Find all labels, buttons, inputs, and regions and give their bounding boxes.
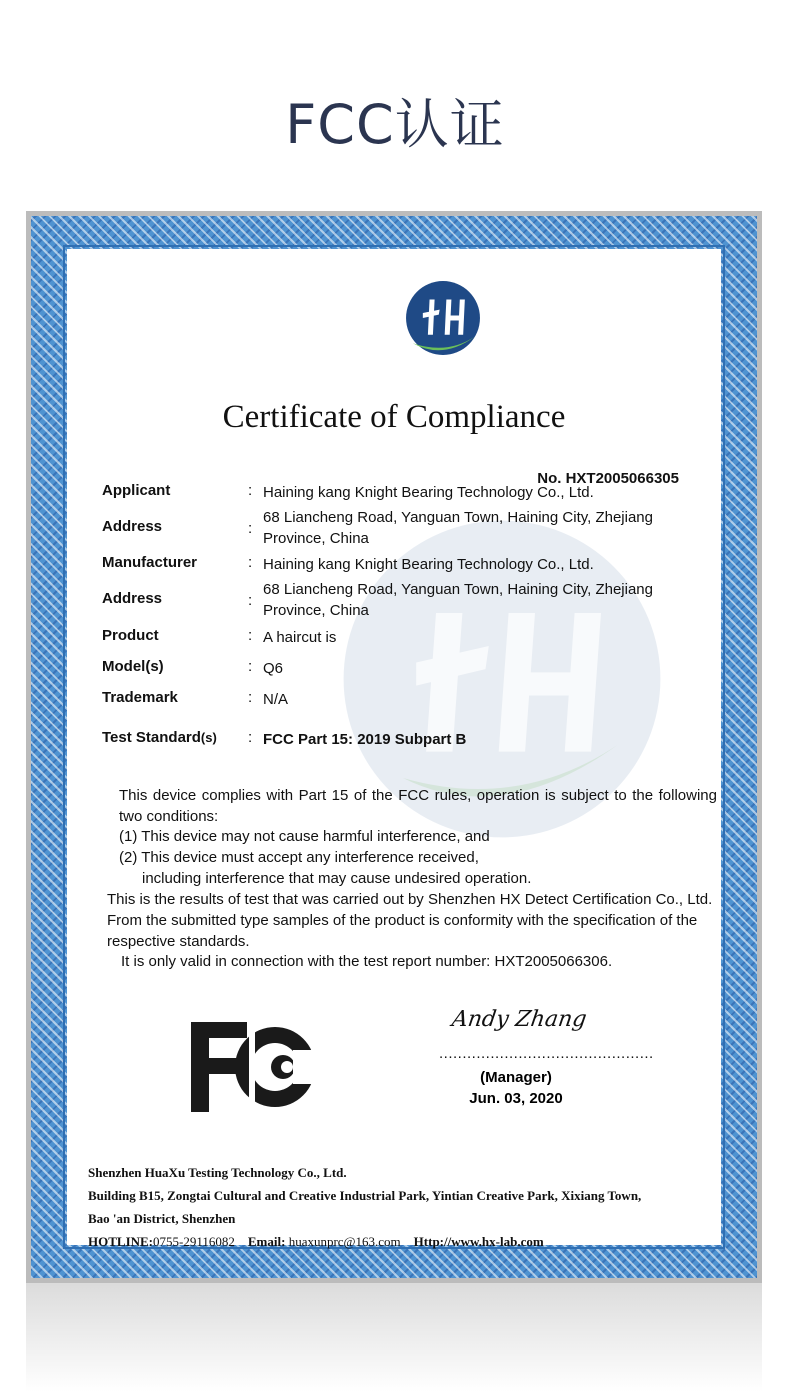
address-label: Address — [102, 590, 163, 607]
website-value: Http://www.hx-lab.com — [413, 1234, 544, 1249]
footer-address-line1: Building B15, Zongtai Cultural and Creative Industrial Park, Yintian Creative Park, Xixiang Town, — [88, 1188, 642, 1203]
applicant-label: Applicant — [102, 482, 171, 499]
product-colon: : — [248, 627, 253, 644]
signer-role: (Manager) — [480, 1069, 552, 1086]
condition-2: (2) This device must accept any interference received, — [119, 849, 479, 866]
hx-logo-icon — [401, 276, 485, 360]
hotline-value: 0755-29116082 — [153, 1234, 235, 1249]
certificate-body — [67, 249, 721, 1249]
email-label: Email: — [247, 1234, 286, 1249]
issue-date: Jun. 03, 2020 — [469, 1090, 563, 1107]
page-shadow — [26, 1275, 762, 1392]
certificate-title: Certificate of Compliance — [222, 399, 566, 435]
address-colon: : — [248, 592, 253, 609]
test-standard-colon: : — [248, 729, 253, 746]
condition-2-continued: including interference that may cause undesired operation. — [142, 870, 532, 887]
address-colon: : — [248, 520, 253, 537]
manufacturer-label: Manufacturer — [102, 554, 198, 571]
condition-1: (1) This device may not cause harmful interference, and — [119, 828, 490, 845]
certificate-number: No. HXT2005066305 — [537, 470, 679, 487]
page-heading: FCC认证 — [285, 93, 505, 156]
footer-contact — [88, 1234, 708, 1250]
signature-line: .............................................. — [439, 1045, 654, 1062]
hotline-label: HOTLINE: — [88, 1234, 154, 1249]
model-label: Model(s) — [102, 658, 164, 675]
test-results-statement: This is the results of test that was carried out by Shenzhen HX Detect Certification Co., Ltd. From the submitted type samples of the product is conformity with the specification of the respective standards. — [107, 891, 713, 950]
applicant-value: Haining kang Knight Bearing Technology Co., Ltd. — [263, 484, 594, 501]
model-value: Q6 — [263, 660, 284, 677]
fcc-logo-icon — [191, 1022, 317, 1112]
address-value: 68 Liancheng Road, Yanguan Town, Haining City, Zhejiang Province, China — [263, 581, 653, 619]
footer-address-line2: Bao 'an District, Shenzhen — [88, 1211, 236, 1226]
validity-statement: It is only valid in connection with the test report number: HXT2005066306. — [121, 953, 613, 970]
test-standard-label: Test Standard(s) — [102, 729, 217, 746]
trademark-colon: : — [248, 689, 253, 706]
address-value: 68 Liancheng Road, Yanguan Town, Haining City, Zhejiang Province, China — [263, 509, 653, 547]
model-colon: : — [248, 658, 253, 675]
decorative-border — [31, 216, 757, 1278]
signer-block — [437, 1067, 595, 1109]
applicant-colon: : — [248, 482, 253, 499]
signature: Andy Zhang — [450, 1007, 589, 1032]
trademark-value: N/A — [263, 691, 289, 708]
email-value: huaxunprc@163.com — [288, 1234, 401, 1249]
compliance-statement: This device complies with Part 15 of the FCC rules, operation is subject to the following two conditions: — [119, 787, 717, 825]
trademark-label: Trademark — [102, 689, 178, 706]
manufacturer-value: Haining kang Knight Bearing Technology Co., Ltd. — [263, 556, 594, 573]
manufacturer-colon: : — [248, 554, 253, 571]
product-label: Product — [102, 627, 159, 644]
product-value: A haircut is — [263, 629, 337, 646]
address-label: Address — [102, 518, 163, 535]
footer-company: Shenzhen HuaXu Testing Technology Co., Ltd. — [88, 1165, 347, 1180]
test-standard-value: FCC Part 15: 2019 Subpart B — [263, 731, 467, 748]
certificate — [26, 211, 762, 1283]
